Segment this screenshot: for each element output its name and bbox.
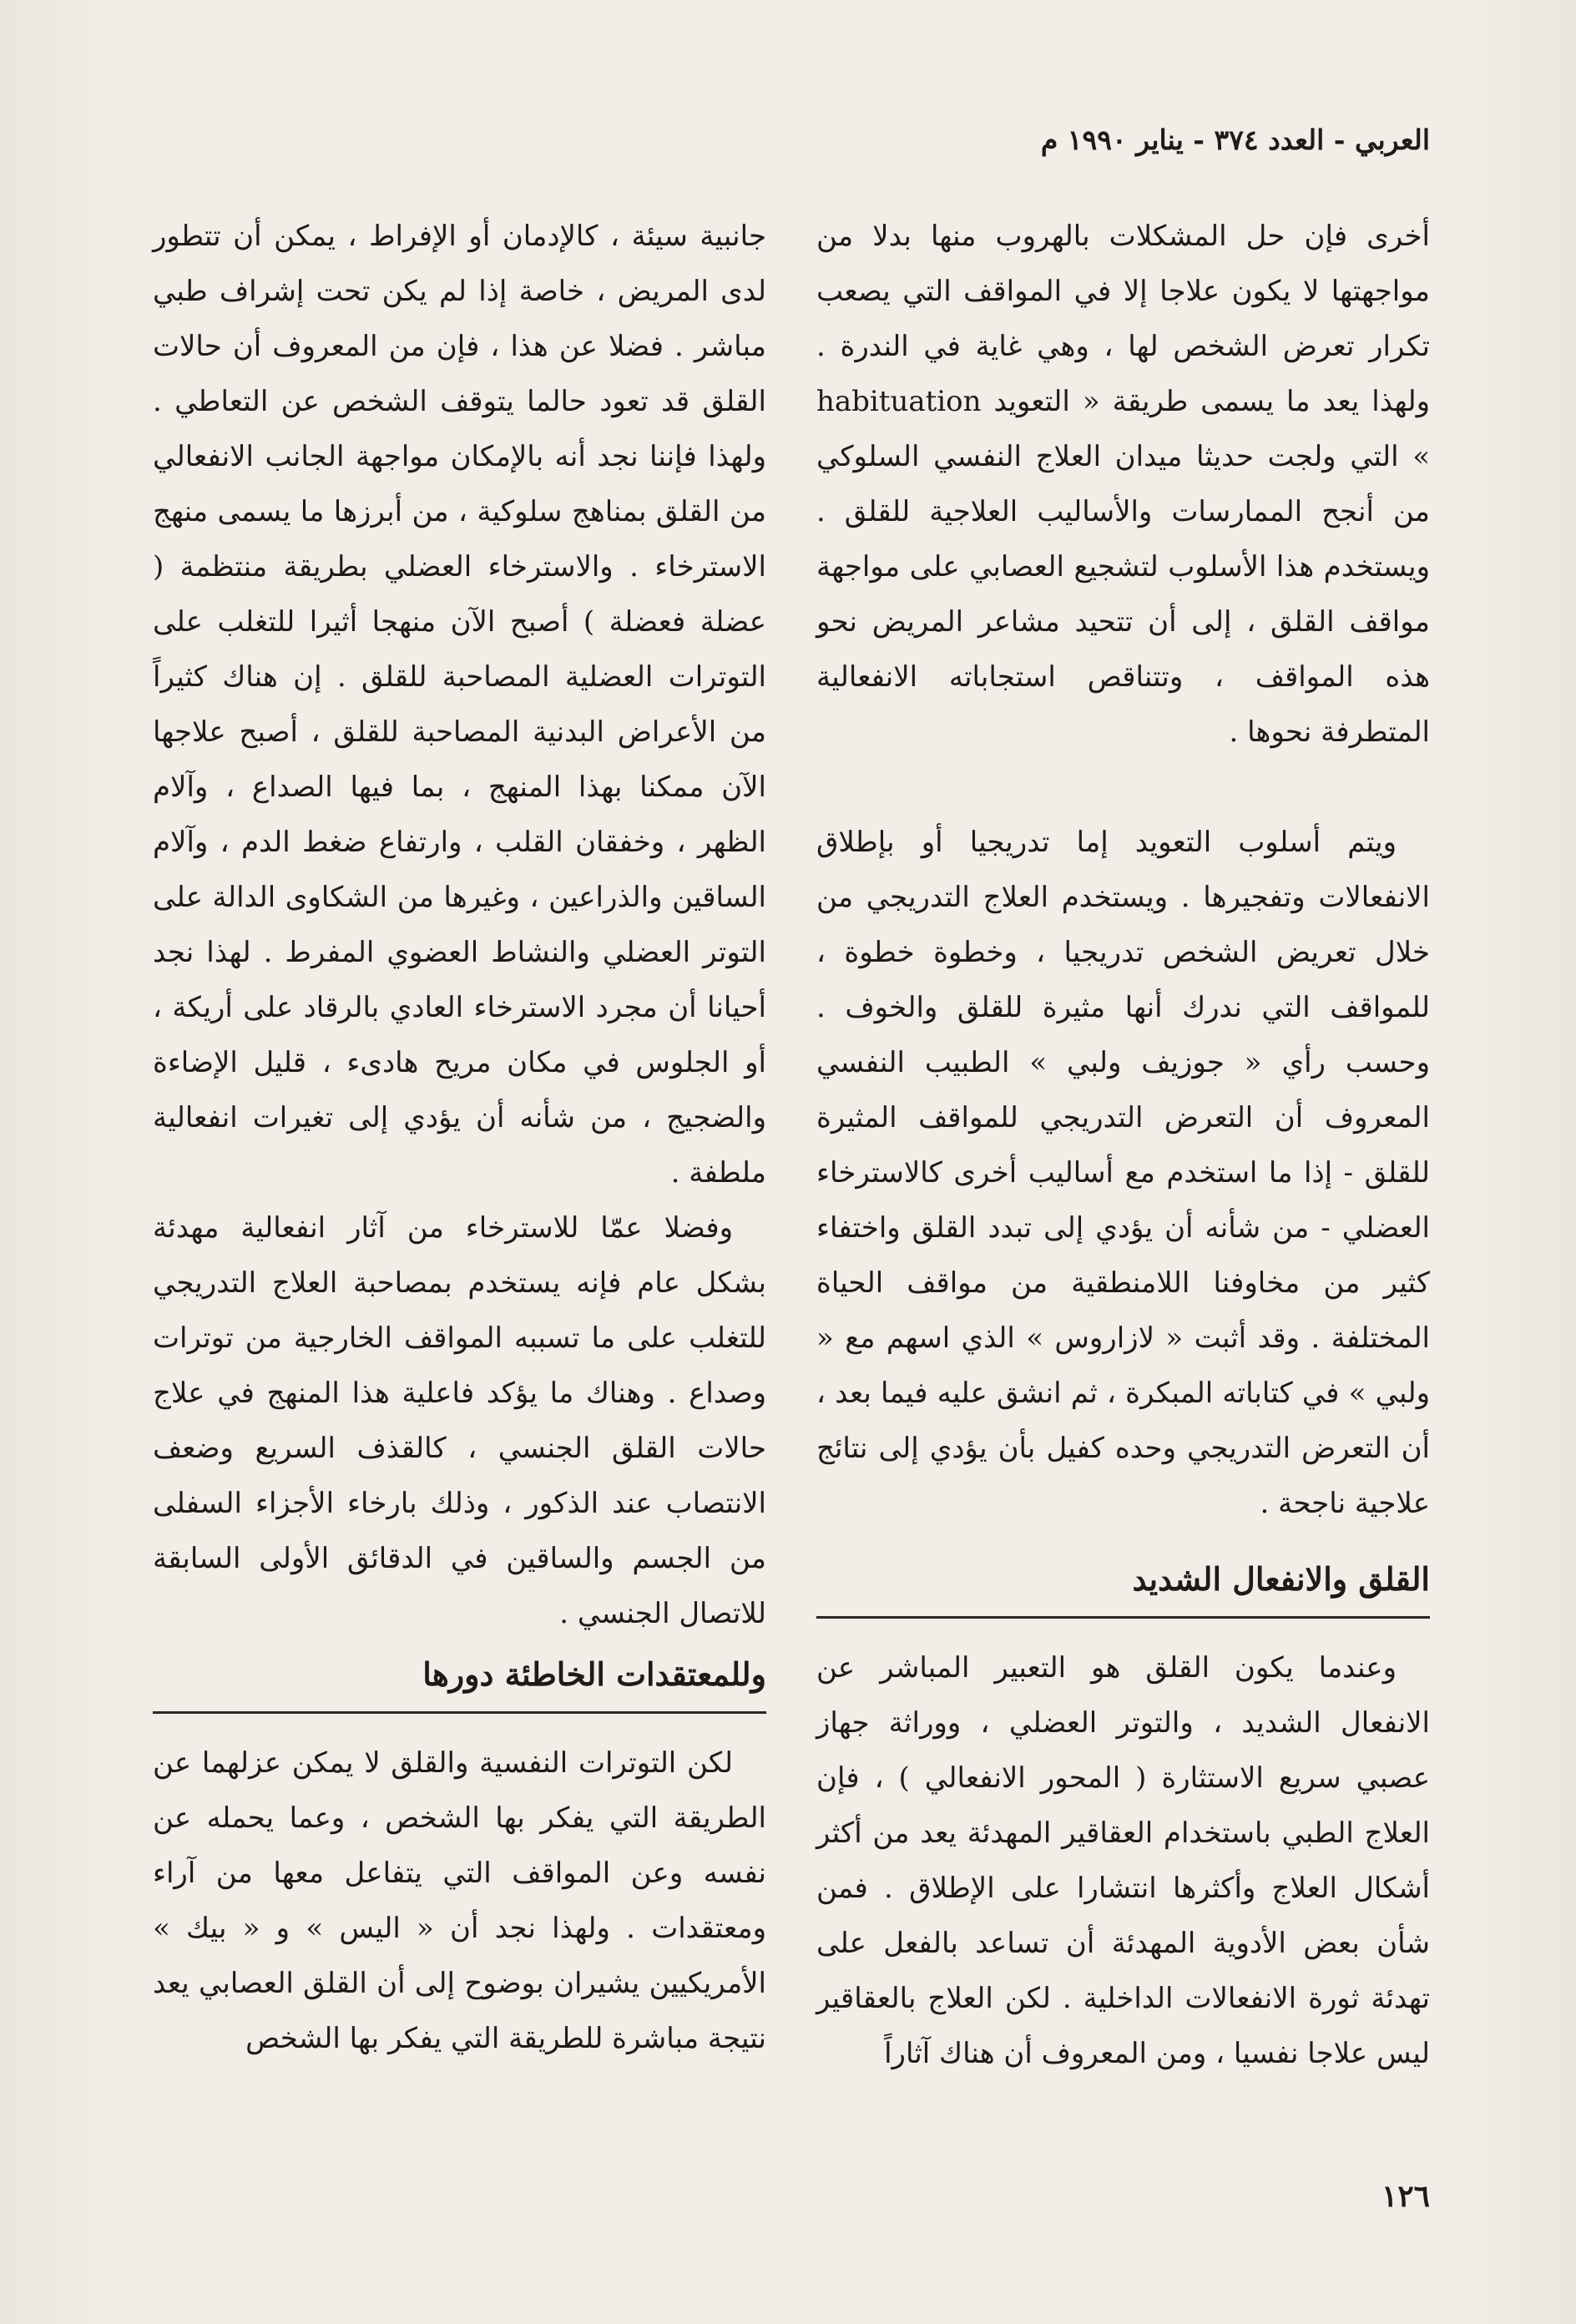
right-paragraph-3: وعندما يكون القلق هو التعبير المباشر عن الانفعال الشديد ، والتوتر العضلي ، ووراثة جهاز عصبي سريع الاستثارة ( المحور الانفعالي ) ، فإن العلاج الطبي باستخدام العقاقير المهدئة يعد من أكثر أشكال العلاج وأكثرها انتشارا على الإطلاق . فمن شأن بعض الأدوية المهدئة أن تساعد بالفعل على تهدئة ثورة الانفعالات الداخلية . لكن العلاج بالعقاقير ليس علاجا نفسيا ، ومن المعروف أن هناك آثاراً [816,1651,1430,2070]
right-paragraph-1-continued: » التي ولجت حديثا ميدان العلاج النفسي السلوكي من أنجح الممارسات والأساليب العلاجية للقلق . ويستخدم هذا الأسلوب لتشجيع العصابي على مواجهة مواقف القلق ، إلى أن تتحيد مشاعر المريض نحو هذه المواقف ، وتتناقص استجاباته الانفعالية المتطرفة نحوها . [816,440,1430,749]
left-column [153,209,766,2066]
page-number: ١٢٦ [1381,2179,1430,2214]
running-head: العربي - العدد ٣٧٤ - يناير ١٩٩٠ م [1040,124,1430,156]
section-heading-anxiety-emotion: القلق والانفعال الشديد [816,1554,1430,1619]
left-paragraph-1: جانبية سيئة ، كالإدمان أو الإفراط ، يمكن أن تتطور لدى المريض ، خاصة إذا لم يكن تحت إشراف طبي مباشر . فضلا عن هذا ، فإن من المعروف أن حالات القلق قد تعود حالما يتوقف الشخص عن التعاطي . ولهذا فإننا نجد أنه بالإمكان مواجهة الجانب الانفعالي من القلق بمناهج سلوكية ، من أبرزها ما يسمى منهج الاسترخاء . والاسترخاء العضلي بطريقة منتظمة ( عضلة فعضلة ) أصبح الآن منهجا أثيرا للتغلب على التوترات العضلية المصاحبة للقلق . إن هناك كثيراً من الأعراض البدنية المصاحبة للقلق ، أصبح علاجها الآن ممكنا بهذا المنهج ، بما فيها الصداع ، وآلام الظهر ، وخفقان القلب ، وارتفاع ضغط الدم ، وآلام الساقين والذراعين ، وغيرها من الشكاوى الدالة على التوتر العضلي والنشاط العضوي المفرط . لهذا نجد أحيانا أن مجرد الاسترخاء العادي بالرقاد على أريكة ، أو الجلوس في مكان مريح هادىء ، قليل الإضاءة والضجيج ، من شأنه أن يؤدي إلى تغيرات انفعالية ملطفة . [153,220,766,1190]
right-paragraph-1 [816,209,1430,760]
paragraph-gap [816,760,1430,815]
right-column [816,209,1430,2081]
left-paragraph-2: وفضلا عمّا للاسترخاء من آثار انفعالية مهدئة بشكل عام فإنه يستخدم بمصاحبة العلاج التدريجي للتغلب على ما تسببه المواقف الخارجية من توترات وصداع . وهناك ما يؤكد فاعلية هذا المنهج في علاج حالات القلق الجنسي ، كالقذف السريع وضعف الانتصاب عند الذكور ، وذلك بارخاء الأجزاء السفلى من الجسم والساقين في الدقائق الأولى السابقة للاتصال الجنسي . [153,1211,766,1630]
latin-term-habituation: habituation [816,385,982,418]
right-paragraph-2: ويتم أسلوب التعويد إما تدريجيا أو بإطلاق الانفعالات وتفجيرها . ويستخدم العلاج التدريجي من خلال تعريض الشخص تدريجيا ، وخطوة خطوة ، للمواقف التي ندرك أنها مثيرة للقلق والخوف . وحسب رأي « جوزيف ولبي » الطبيب النفسي المعروف أن التعرض التدريجي للمواقف المثيرة للقلق - إذا ما استخدم مع أساليب أخرى كالاسترخاء العضلي - من شأنه أن يؤدي إلى تبدد القلق واختفاء كثير من مخاوفنا اللامنطقية من مواقف الحياة المختلفة . وقد أثبت « لازاروس » الذي اسهم مع « ولبي » في كتاباته المبكرة ، ثم انشق عليه فيما بعد ، أن التعرض التدريجي وحده كفيل بأن يؤدي إلى نتائج علاجية ناجحة . [816,826,1430,1520]
section-heading-false-beliefs: وللمعتقدات الخاطئة دورها [153,1650,766,1714]
left-paragraph-3: لكن التوترات النفسية والقلق لا يمكن عزلهما عن الطريقة التي يفكر بها الشخص ، وعما يحمله عن نفسه وعن المواقف التي يتفاعل معها من آراء ومعتقدات . ولهذا نجد أن « اليس » و « بيك » الأمريكيين يشيران بوضوح إلى أن القلق العصابي يعد نتيجة مباشرة للطريقة التي يفكر بها الشخص [153,1746,766,2055]
right-paragraph-1-text: أخرى فإن حل المشكلات بالهروب منها بدلا من مواجهتها لا يكون علاجا إلا في المواقف التي يصعب تكرار تعرض الشخص لها ، وهي غاية في الندرة . ولهذا يعد ما يسمى طريقة « التعويد [816,220,1430,418]
